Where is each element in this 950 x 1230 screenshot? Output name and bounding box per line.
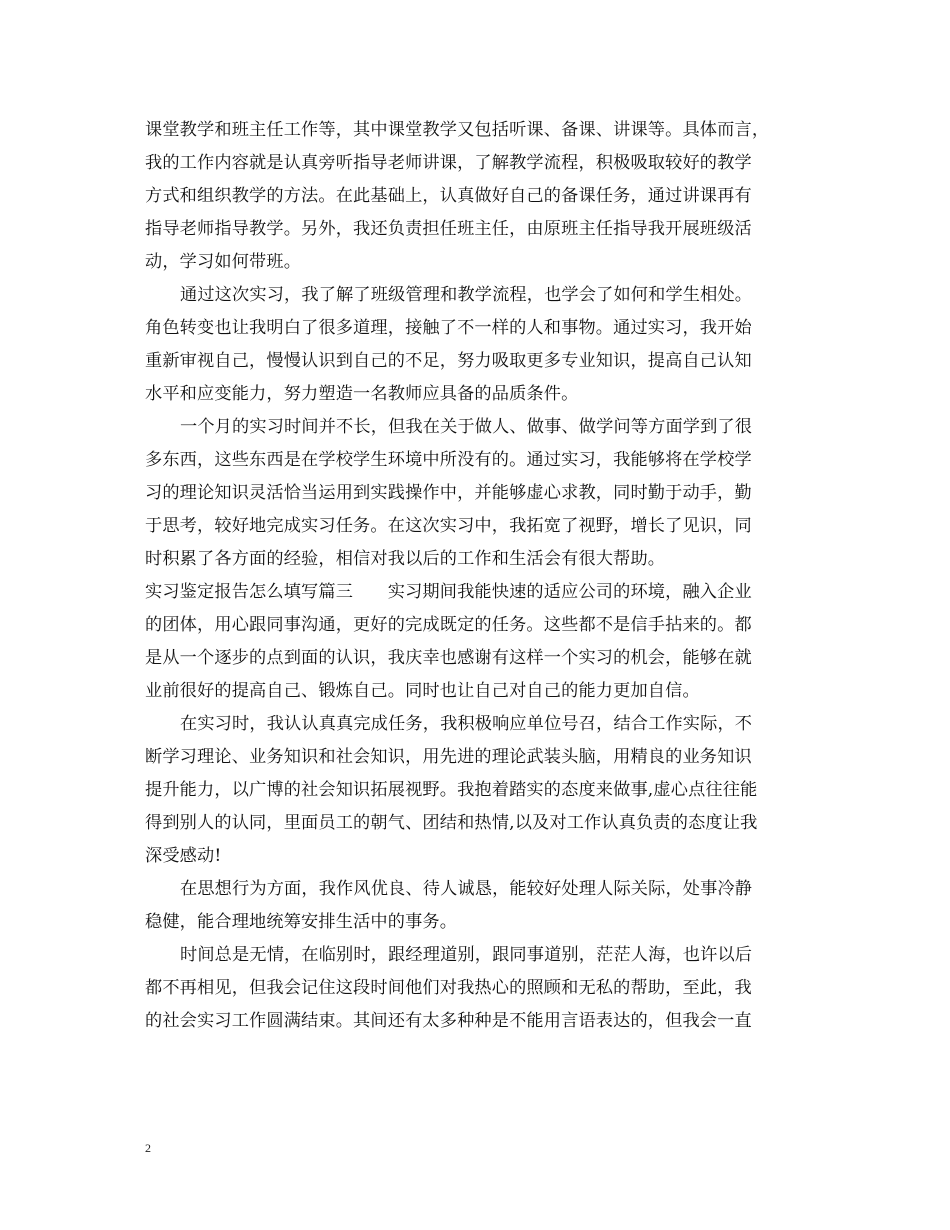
text-line: 我的工作内容就是认真旁听指导老师讲课，了解教学流程，积极吸取较好的教学 — [145, 153, 752, 173]
text-line: 业前很好的提高自己、锻炼自己。同时也让自己对自己的能力更加自信。 — [145, 681, 700, 701]
text-line: 方式和组织教学的方法。在此基础上，认真做好自己的备课任务，通过讲课再有 — [145, 186, 752, 206]
paragraph-start-line: 通过这次实习，我了解了班级管理和教学流程，也学会了如何和学生相处。 — [180, 285, 753, 305]
text-line: 的团体，用心跟同事沟通，更好的完成既定的任务。这些都不是信手拈来的。都 — [145, 615, 752, 635]
paragraph-start-line: 一个月的实习时间并不长，但我在关于做人、做事、做学问等方面学到了很 — [180, 417, 753, 437]
paragraph-start-line: 时间总是无情，在临别时，跟经理道别，跟同事道别，茫茫人海，也许以后 — [180, 945, 753, 965]
text-line: 多东西，这些东西是在学校学生环境中所没有的。通过实习，我能够将在学校学 — [145, 450, 752, 470]
text-line: 水平和应变能力，努力塑造一名教师应具备的品质条件。 — [145, 384, 579, 404]
text-line: 深受感动! — [145, 846, 222, 866]
text-line: 都不再相见，但我会记住这段时间他们对我热心的照顾和无私的帮助，至此，我 — [145, 978, 752, 998]
text-line: 稳健，能合理地统筹安排生活中的事务。 — [145, 912, 458, 932]
text-line: 时积累了各方面的经验，相信对我以后的工作和生活会有很大帮助。 — [145, 549, 666, 569]
text-line: 动，学习如何带班。 — [145, 252, 302, 272]
text-line: 的社会实习工作圆满结束。其间还有太多种种是不能用言语表达的，但我会一直 — [145, 1011, 752, 1031]
text-line: 于思考，较好地完成实习任务。在这次实习中，我拓宽了视野，增长了见识，同 — [145, 516, 752, 536]
text-line: 角色转变也让我明白了很多道理，接触了不一样的人和事物。通过实习，我开始 — [145, 318, 752, 338]
text-line: 提升能力，以广博的社会知识拓展视野。我抱着踏实的态度来做事,虚心点往往能 — [145, 780, 758, 800]
text-line: 是从一个逐步的点到面的认识，我庆幸也感谢有这样一个实习的机会，能够在就 — [145, 648, 752, 668]
paragraph-start-line: 在思想行为方面，我作风优良、待人诚恳，能较好处理人际关际，处事冷静 — [180, 879, 753, 899]
paragraph-start-line: 在实习时，我认认真真完成任务，我积极响应单位号召，结合工作实际，不 — [180, 714, 753, 734]
text-line: 指导老师指导教学。另外，我还负责担任班主任，由原班主任指导我开展班级活 — [145, 219, 752, 239]
section-heading-line: 实习鉴定报告怎么填写篇三 实习期间我能快速的适应公司的环境，融入企业 — [145, 582, 752, 602]
text-line: 习的理论知识灵活恰当运用到实践操作中，并能够虚心求教，同时勤于动手，勤 — [145, 483, 752, 503]
text-line: 课堂教学和班主任工作等，其中课堂教学又包括听课、备课、讲课等。具体而言， — [145, 120, 770, 140]
text-line: 断学习理论、业务知识和社会知识，用先进的理论武装头脑，用精良的业务知识 — [145, 747, 752, 767]
text-line: 得到别人的认同，里面员工的朝气、团结和热情,以及对工作认真负责的态度让我 — [145, 813, 758, 833]
page-number: 2 — [145, 1141, 151, 1155]
text-line: 重新审视自己，慢慢认识到自己的不足，努力吸取更多专业知识，提高自己认知 — [145, 351, 752, 371]
